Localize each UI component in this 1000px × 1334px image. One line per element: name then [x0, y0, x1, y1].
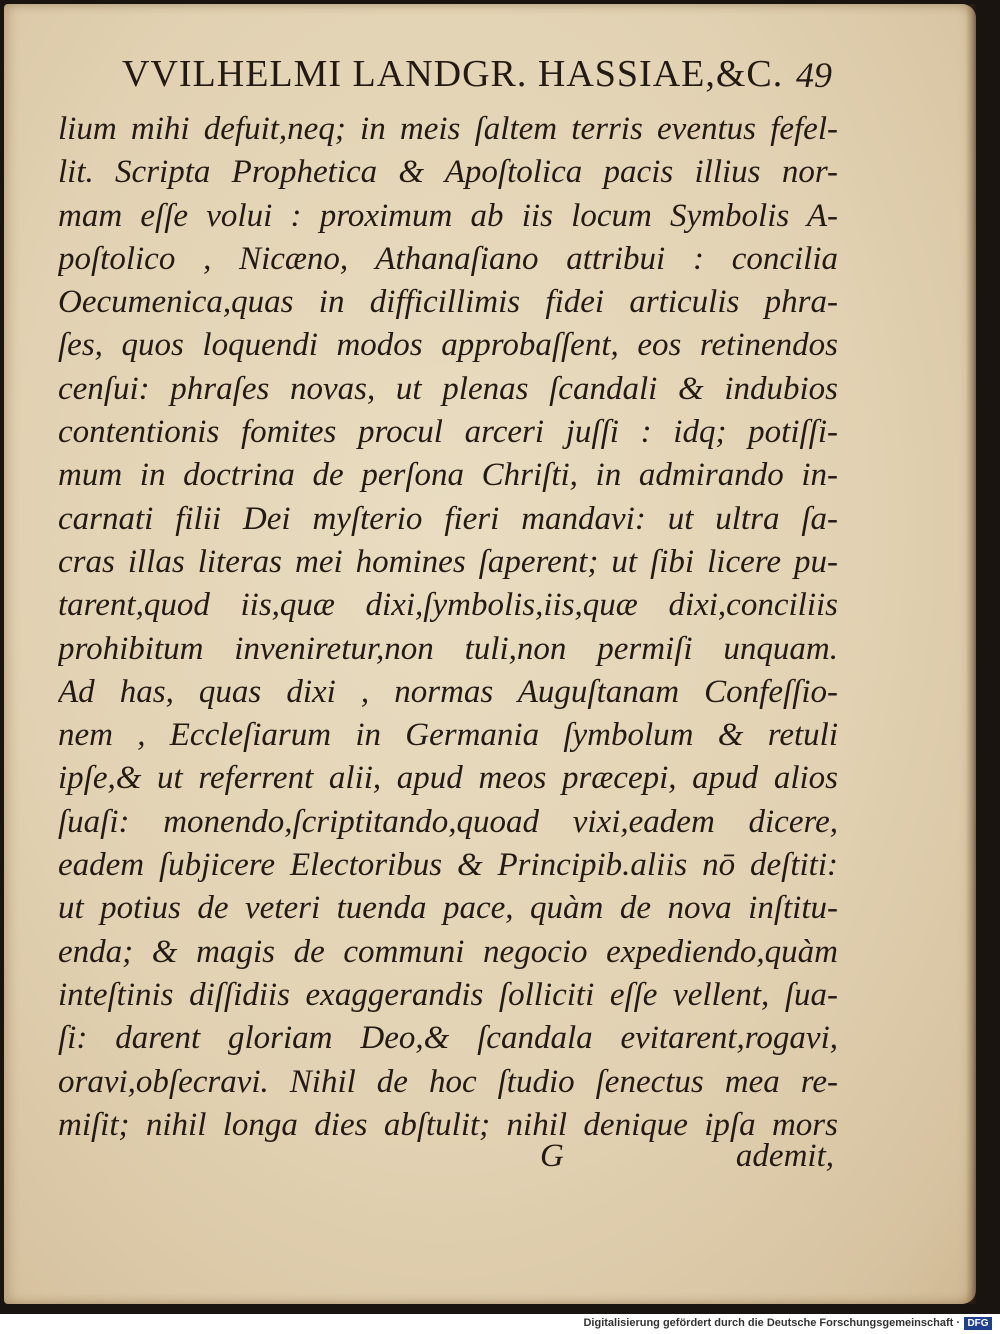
text-line: enda; & magis de communi negocio expediendo,quàm — [58, 933, 838, 970]
text-line: prohibitum inveniretur,non tuli,non permiſi unquam. — [58, 630, 838, 667]
running-head-title: VVILHELMI LANDGR. HASSIAE,&C. — [122, 53, 784, 95]
catchword: ademit, — [735, 1138, 834, 1174]
text-line: cenſui: phraſes novas, ut plenas ſcandali & indubios — [58, 370, 838, 407]
text-line: lium mihi defuit,neq; in meis ſaltem terris eventus fefel- — [58, 111, 838, 147]
page-number: 49 — [796, 55, 832, 95]
text-line: Ad has, quas dixi , normas Auguſtanam Confeſſio- — [58, 673, 838, 710]
text-line: cras illas literas mei homines ſaperent; ut ſibi licere pu- — [58, 543, 838, 580]
signature-mark: G — [540, 1138, 564, 1174]
text-line: lit. Scripta Prophetica & Apoſtolica pacis illius nor- — [58, 154, 838, 191]
text-line: mam eſſe volui : proximum ab iis locum Symbolis A- — [58, 197, 838, 234]
running-head — [122, 52, 832, 102]
text-line: tarent,quod iis,quæ dixi,ſymbolis,iis,quæ dixi,conciliis — [58, 587, 838, 624]
text-line: nem , Eccleſiarum in Germania ſymbolum & retuli — [58, 717, 838, 754]
text-line: ſi: darent gloriam Deo,& ſcandala evitarent,rogavi, — [58, 1020, 838, 1057]
digitization-footer — [0, 1314, 1000, 1334]
text-line: poſtolico , Nicæno, Athanaſiano attribui : concilia — [58, 240, 838, 277]
text-line: inteſtinis diſſidiis exaggerandis ſolliciti eſſe vellent, ſua- — [58, 976, 838, 1013]
dfg-logo-icon: DFG — [964, 1317, 992, 1330]
text-line: contentionis fomites procul arceri juſſi : idq; potiſſi- — [58, 414, 838, 451]
text-line: carnati filii Dei myſterio fieri mandavi: ut ultra ſa- — [58, 500, 838, 537]
funding-credit: Digitalisierung gefördert durch die Deutsche Forschungsgemeinschaft · — [583, 1317, 960, 1329]
page-edge-shadow — [966, 4, 976, 1304]
text-line: ſuaſi: monendo,ſcriptitando,quoad vixi,eadem dicere, — [58, 803, 838, 840]
text-line: ſes, quos loquendi modos approbaſſent, eos retinendos — [58, 327, 838, 364]
text-line: Oecumenica,quas in difficillimis fidei articulis phra- — [58, 284, 838, 321]
text-line: miſit; nihil longa dies abſtulit; nihil denique ipſa mors — [58, 1106, 838, 1143]
text-line: oravi,obſecravi. Nihil de hoc ſtudio ſenectus mea re- — [58, 1063, 838, 1100]
page-foot — [58, 1138, 838, 1182]
text-line: ut potius de veteri tuenda pace, quàm de nova inſtitu- — [58, 890, 838, 927]
text-line: ipſe,& ut referrent alii, apud meos præcepi, apud alios — [58, 760, 838, 797]
body-text — [58, 108, 838, 1147]
text-line: mum in doctrina de perſona Chriſti, in admirando in- — [58, 457, 838, 494]
text-line: eadem ſubjicere Electoribus & Principib.aliis nō deſtiti: — [58, 847, 838, 884]
